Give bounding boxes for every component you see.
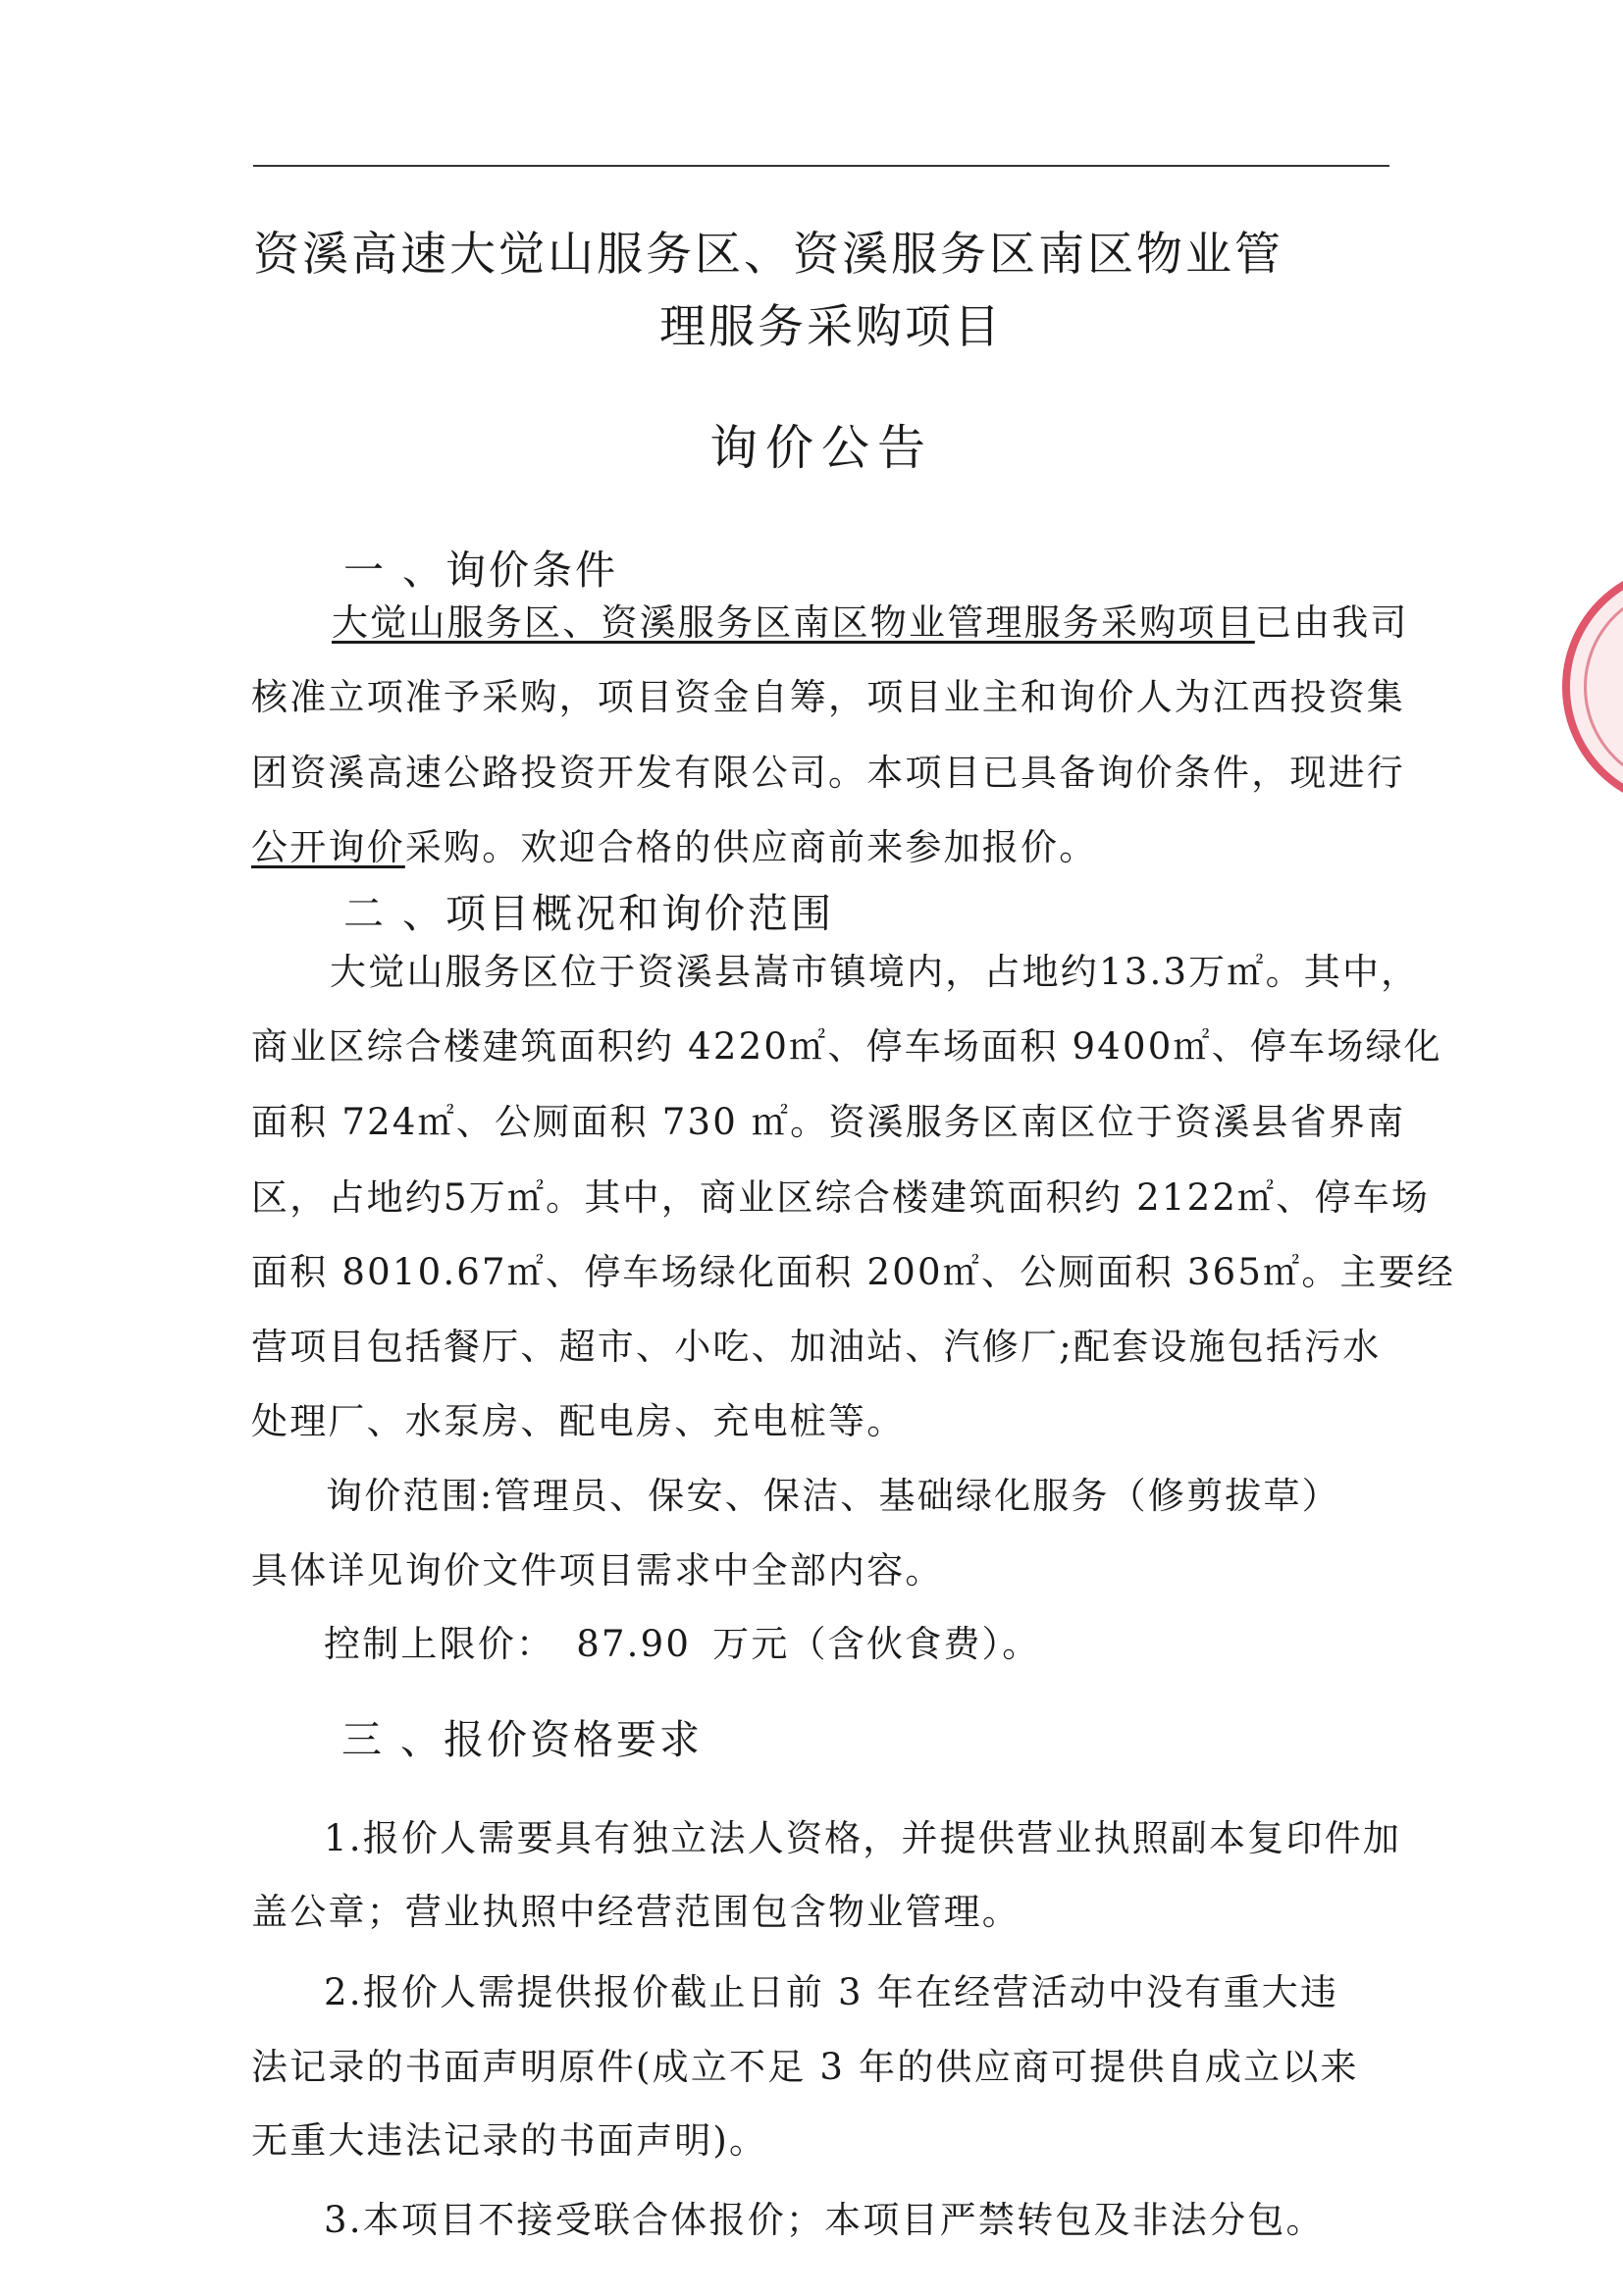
open-inquiry-underlined: 公开询价 [251, 826, 405, 868]
section1-line1-rest: 已由我司 [1254, 601, 1409, 644]
section2-line: 面积 8010.67㎡、停车场绿化面积 200㎡、公厕面积 365㎡。主要经 [251, 1251, 1456, 1293]
section3-heading: 三 、报价资格要求 [341, 1716, 704, 1763]
section3-line: 3.本项目不接受联合体报价；本项目严禁转包及非法分包。 [324, 2199, 1325, 2241]
document-subtitle: 询价公告 [708, 420, 933, 476]
official-seal-inner-ring [1584, 586, 1623, 788]
section1-line4-rest: 采购。欢迎合格的供应商前来参加报价。 [404, 826, 1098, 868]
price-unit: 万元（含伙食费）。 [712, 1623, 1041, 1665]
section3-line: 法记录的书面声明原件(成立不足 3 年的供应商可提供自成立以来 [251, 2046, 1359, 2088]
document-title-line1: 资溪高速大觉山服务区、资溪服务区南区物业管 [253, 228, 1283, 282]
price-value: 87.90 [576, 1623, 692, 1665]
project-name-underlined: 大觉山服务区、资溪服务区南区物业管理服务采购项目 [332, 601, 1255, 644]
section1-line3: 团资溪高速公路投资开发有限公司。本项目已具备询价条件，现进行 [251, 752, 1405, 794]
section3-line: 无重大违法记录的书面声明)。 [251, 2119, 768, 2162]
section2-line: 区，占地约5万㎡。其中，商业区综合楼建筑面积约 2122㎡、停车场 [251, 1176, 1431, 1219]
document-title-line2: 理服务采购项目 [659, 300, 1003, 354]
official-seal [1562, 564, 1623, 809]
scope-line1: 询价范围:管理员、保安、保洁、基础绿化服务（修剪拔草） [326, 1475, 1340, 1517]
section2-line: 处理厂、水泵房、配电房、充电桩等。 [251, 1400, 906, 1442]
section1-line1 [332, 593, 1409, 646]
section3-line: 盖公章；营业执照中经营范围包含物业管理。 [251, 1891, 1021, 1933]
price-cap-line [324, 1614, 1040, 1667]
section1-line2: 核准立项准予采购，项目资金自筹，项目业主和询价人为江西投资集 [251, 676, 1405, 718]
section2-line: 大觉山服务区位于资溪县嵩市镇境内，占地约13.3万㎡。其中， [330, 951, 1420, 993]
section3-line: 1.报价人需要具有独立法人资格，并提供营业执照副本复印件加 [324, 1817, 1402, 1859]
section2-line: 面积 724㎡、公厕面积 730 ㎡。资溪服务区南区位于资溪县省界南 [251, 1101, 1406, 1143]
scope-line2: 具体详见询价文件项目需求中全部内容。 [251, 1549, 944, 1592]
header-rule [253, 165, 1389, 167]
section1-line4 [251, 817, 1097, 870]
section1-heading: 一 、询价条件 [343, 547, 619, 594]
price-label: 控制上限价： [324, 1623, 555, 1665]
section2-line: 商业区综合楼建筑面积约 4220㎡、停车场面积 9400㎡、停车场绿化 [251, 1025, 1442, 1068]
section2-heading: 二 、项目概况和询价范围 [343, 890, 835, 937]
section3-line: 2.报价人需提供报价截止日前 3 年在经营活动中没有重大违 [324, 1971, 1339, 2013]
section2-line: 营项目包括餐厅、超市、小吃、加油站、汽修厂;配套设施包括污水 [251, 1326, 1382, 1368]
